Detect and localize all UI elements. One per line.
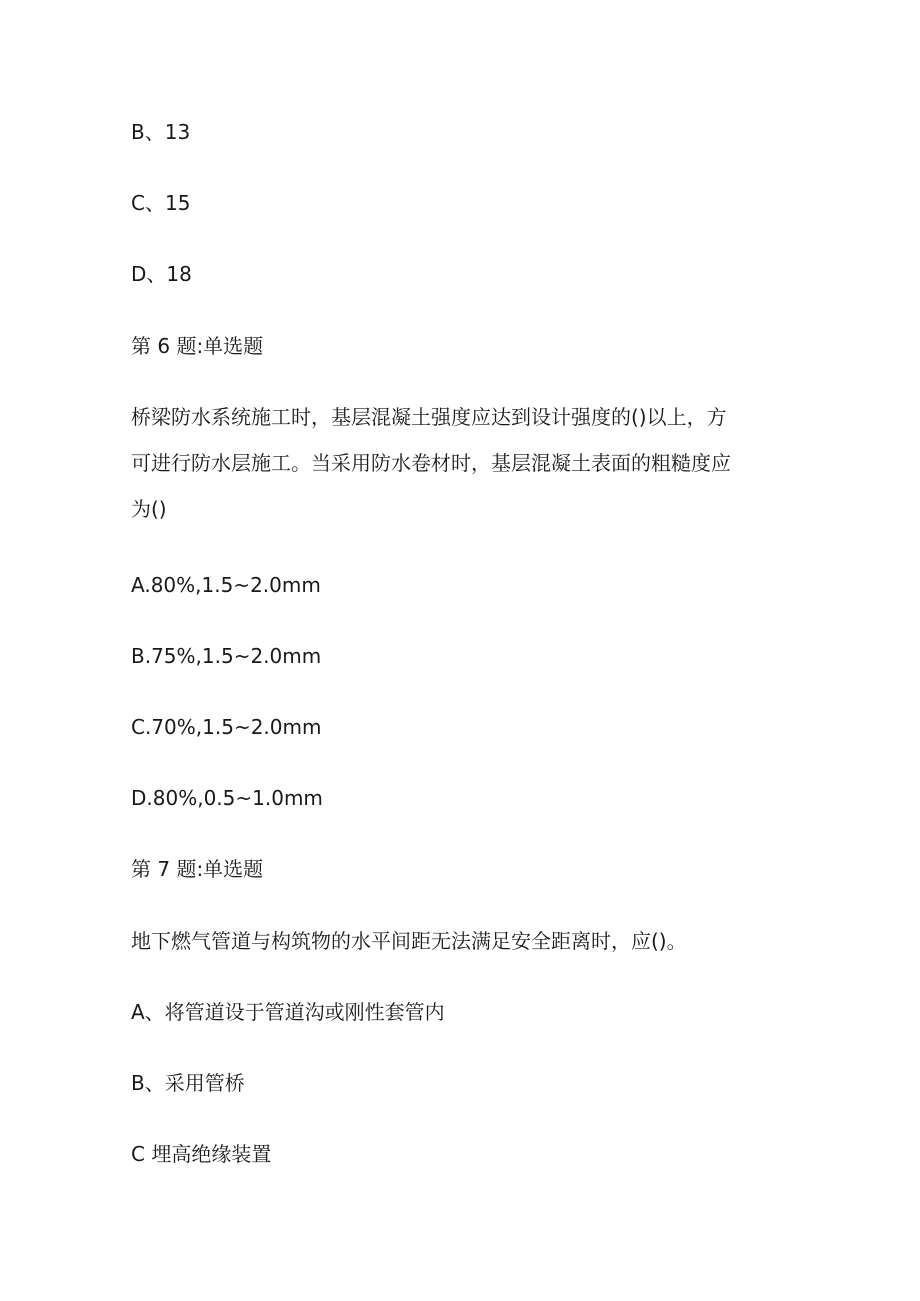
question-6-stem-line: 可进行防水层施工。当采用防水卷材时，基层混凝土表面的粗糙度应 (131, 451, 731, 475)
option-d-prev: D、18 (131, 262, 192, 286)
question-6-option-a: A.80%,1.5~2.0mm (131, 573, 321, 597)
question-6-stem-line: 为() (131, 497, 167, 521)
question-6-stem-line: 桥梁防水系统施工时，基层混凝土强度应达到设计强度的()以上，方 (131, 405, 727, 429)
question-6-option-d: D.80%,0.5~1.0mm (131, 786, 323, 810)
question-6-stem (131, 394, 791, 532)
option-c-prev: C、15 (131, 191, 191, 215)
question-6-header: 第 6 题:单选题 (131, 334, 264, 358)
question-7-stem: 地下燃气管道与构筑物的水平间距无法满足安全距离时，应()。 (131, 929, 687, 953)
option-b-prev: B、13 (131, 120, 191, 144)
question-7-option-b: B、采用管桥 (131, 1071, 245, 1095)
question-7-option-a: A、将管道设于管道沟或刚性套管内 (131, 1000, 445, 1024)
question-6-option-c: C.70%,1.5~2.0mm (131, 715, 322, 739)
question-7-option-c: C 埋高绝缘装置 (131, 1142, 272, 1166)
question-6-option-b: B.75%,1.5~2.0mm (131, 644, 322, 668)
question-7-header: 第 7 题:单选题 (131, 857, 264, 881)
